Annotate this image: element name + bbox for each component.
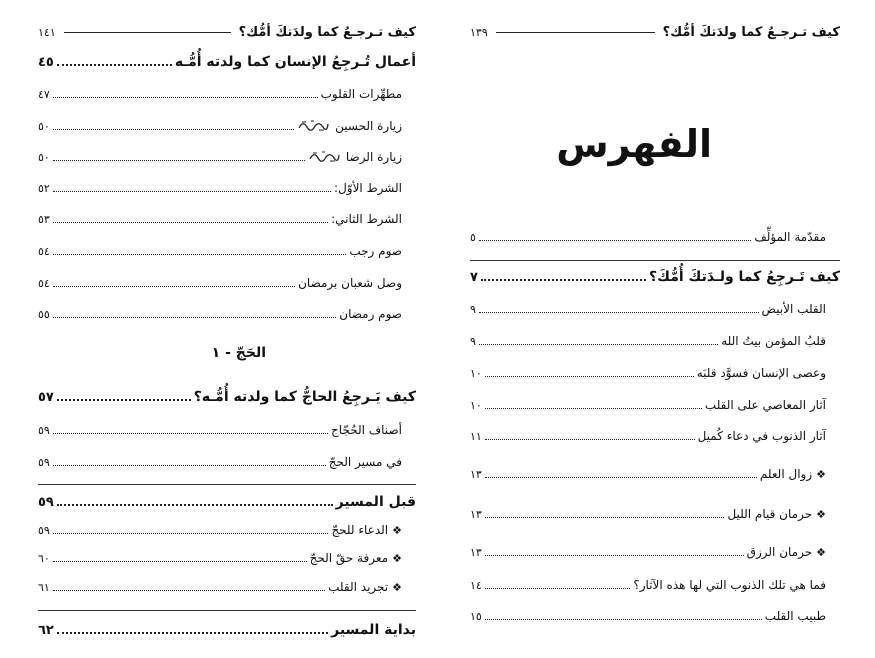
header-rule: [496, 32, 655, 33]
dot-leader: [53, 191, 331, 192]
toc-entry[interactable]: [38, 240, 416, 262]
dot-leader: [485, 477, 757, 478]
dot-leader: [485, 588, 631, 589]
toc-entry-page: ٥: [470, 230, 476, 244]
toc-entry-page: ٥٩: [38, 455, 50, 469]
toc-entry[interactable]: [470, 503, 840, 525]
toc-entry-title: تجريد القلب: [328, 580, 389, 594]
toc-entry-page: ١٣: [470, 545, 482, 559]
toc-entry[interactable]: [470, 605, 840, 627]
section-rule: [38, 484, 416, 485]
dot-leader: [53, 433, 328, 434]
dot-leader: [53, 561, 307, 562]
toc-entry[interactable]: [470, 574, 840, 596]
toc-entry-title: في مسير الحجّ: [328, 455, 402, 469]
toc-entry-page: ٥٤: [38, 244, 50, 258]
dot-leader: [53, 254, 347, 255]
toc-entry[interactable]: [38, 303, 416, 325]
toc-entry-page: ٥٠: [38, 119, 50, 133]
dot-leader: [479, 344, 718, 345]
toc-entry-page: ٤٥: [38, 54, 54, 70]
toc-entry-title: أصناف الحُجّاج: [331, 423, 402, 437]
toc-entry-page: ١٥: [470, 609, 482, 623]
toc-entry-title: معرفة حقّ الحجّ: [309, 551, 389, 565]
dot-leader: [57, 64, 172, 66]
dot-leader: [479, 240, 751, 241]
dot-leader: [53, 465, 326, 466]
toc-entry[interactable]: [470, 463, 840, 485]
running-header: [38, 22, 416, 42]
dot-leader: [485, 555, 744, 556]
toc-entry[interactable]: [470, 266, 840, 288]
dot-leader: [485, 408, 702, 409]
toc-entry-page: ٥٣: [38, 212, 50, 226]
bullet-star-icon: ❖: [816, 508, 826, 521]
toc-entry-title: وصل شعبان برمضان: [298, 276, 402, 290]
toc-entry-page: ٥٤: [38, 276, 50, 290]
toc-entry-page: ٥٩: [38, 523, 50, 537]
honorific-calligraphy-icon: [297, 117, 329, 136]
dot-leader: [479, 312, 759, 313]
dot-leader: [53, 590, 325, 591]
toc-entry-page: ٩: [470, 302, 476, 316]
toc-entry-title: طبيب القلب: [764, 609, 826, 623]
toc-entry-page: ٦١: [38, 580, 50, 594]
toc-entry[interactable]: [38, 51, 416, 73]
toc-entry-page: ٦٠: [38, 551, 50, 565]
left-page: [38, 0, 416, 658]
toc-entry-title: حرمان الرزق: [746, 545, 813, 559]
header-title: كيف تـرجـعُ كما ولدَتكَ أمُّك؟: [662, 24, 840, 40]
toc-entry-page: ٤٧: [38, 87, 50, 101]
toc-entry-title: مقدّمة المؤلِّف: [754, 230, 826, 244]
toc-entry-page: ٧: [470, 269, 478, 285]
toc-entry[interactable]: [470, 298, 840, 320]
toc-entry-page: ١٠: [470, 366, 482, 380]
dot-leader: [57, 399, 191, 401]
toc-entry-title: آثار الذنوب في دعاء كُميل: [697, 429, 826, 443]
bullet-star-icon: ❖: [816, 468, 826, 481]
dot-leader: [57, 504, 333, 506]
dot-leader: [57, 632, 328, 634]
toc-entry-title: كيف يَـرجِعُ الحاجُّ كما ولدته أُمُّـه؟: [193, 389, 416, 405]
toc-entry-title: صوم رمضان: [339, 307, 402, 321]
toc-entry-page: ٥٩: [38, 494, 54, 510]
dot-leader: [53, 222, 328, 223]
toc-entry[interactable]: [38, 115, 416, 137]
toc-entry-title: زوال العلم: [759, 467, 813, 481]
toc-entry-page: ١٤: [470, 578, 482, 592]
toc-entry[interactable]: [470, 362, 840, 384]
toc-entry-page: ٥٩: [38, 423, 50, 437]
toc-entry[interactable]: [38, 272, 416, 294]
toc-entry[interactable]: [38, 419, 416, 441]
section-rule: [38, 610, 416, 611]
toc-entry-page: ٥٧: [38, 389, 54, 405]
dot-leader: [485, 439, 695, 440]
dot-leader: [481, 279, 646, 281]
toc-entry[interactable]: [38, 451, 416, 473]
toc-entry-page: ٩: [470, 334, 476, 348]
toc-entry[interactable]: [470, 425, 840, 447]
page-number: ١٣٩: [470, 25, 488, 39]
toc-entry-page: ٥٢: [38, 181, 50, 195]
toc-entry[interactable]: [470, 541, 840, 563]
toc-entry[interactable]: [38, 83, 416, 105]
toc-entry-page: ١٣: [470, 507, 482, 521]
toc-entry-title: حرمان قيام الليل: [727, 507, 813, 521]
dot-leader: [53, 533, 329, 534]
toc-entry[interactable]: [470, 226, 840, 248]
dot-leader: [485, 376, 694, 377]
section-rule: [470, 260, 840, 261]
dot-leader: [53, 129, 294, 130]
dot-leader: [53, 317, 336, 318]
bullet-star-icon: ❖: [392, 581, 402, 594]
toc-entry[interactable]: [38, 177, 416, 199]
dot-leader: [485, 517, 725, 518]
right-page: [470, 0, 840, 658]
section-title: الحَجّ - ١: [211, 345, 266, 361]
toc-entry-page: ١٣: [470, 467, 482, 481]
dot-leader: [53, 160, 305, 161]
bullet-star-icon: ❖: [392, 552, 402, 565]
header-rule: [64, 32, 231, 33]
toc-entry-title: الشرط الأوّل:: [334, 181, 402, 195]
toc-entry[interactable]: [38, 619, 416, 641]
toc-entry-title: كيف تَـرجِعُ كما ولـدَتكَ أُمُّكَ؟: [649, 269, 840, 285]
running-header: [470, 22, 840, 42]
toc-entry-title: الشرط الثاني:: [331, 212, 402, 226]
header-title: كيف تـرجـعُ كما ولدَتكَ أمُّك؟: [238, 24, 416, 40]
toc-entry[interactable]: [470, 394, 840, 416]
toc-entry-title: الدعاء للحجّ: [331, 523, 389, 537]
toc-entry-title: القلب الأبيض: [761, 302, 826, 316]
toc-entry[interactable]: [38, 208, 416, 230]
dot-leader: [485, 619, 762, 620]
dot-leader: [53, 286, 295, 287]
toc-entry-page: ١١: [470, 429, 482, 443]
toc-entry[interactable]: [470, 330, 840, 352]
toc-entry[interactable]: [38, 547, 416, 569]
toc-entry[interactable]: [38, 386, 416, 408]
index-title: الفهرس: [556, 122, 712, 166]
toc-entry[interactable]: [38, 146, 416, 168]
toc-entry[interactable]: [38, 491, 416, 513]
toc-entry-title: زيارة الحسين: [335, 119, 402, 133]
toc-entry-page: ٥٥: [38, 307, 50, 321]
toc-entry-title: أعمال تُـرجِعُ الإنسان كما ولدته أُمُّـه: [174, 54, 416, 70]
page-number: ١٤١: [38, 25, 56, 39]
toc-entry-title: قلبُ المؤمن بيتُ الله: [721, 334, 826, 348]
toc-entry-title: بداية المسير: [331, 622, 416, 638]
toc-entry-page: ٥٠: [38, 150, 50, 164]
dot-leader: [53, 97, 318, 98]
toc-entry-page: ١٠: [470, 398, 482, 412]
bullet-star-icon: ❖: [392, 524, 402, 537]
toc-entry-title: فما هي تلك الذنوب التي لها هذه الآثار؟: [633, 578, 826, 592]
bullet-star-icon: ❖: [816, 546, 826, 559]
toc-entry-title: صوم رجب: [349, 244, 402, 258]
toc-entry-title: زيارة الرضا: [345, 150, 402, 164]
toc-entry-title: وعصى الإنسان فسوَّد قلبَه: [696, 366, 826, 380]
toc-entry-title: قبل المسير: [335, 494, 416, 510]
toc-entry[interactable]: [38, 519, 416, 541]
honorific-calligraphy-icon: [308, 148, 340, 167]
toc-entry-page: ٦٢: [38, 622, 54, 638]
toc-entry-title: آثار المعاصي على القلب: [704, 398, 826, 412]
toc-entry[interactable]: [38, 576, 416, 598]
toc-entry-title: مطهِّرات القلوب: [320, 87, 402, 101]
